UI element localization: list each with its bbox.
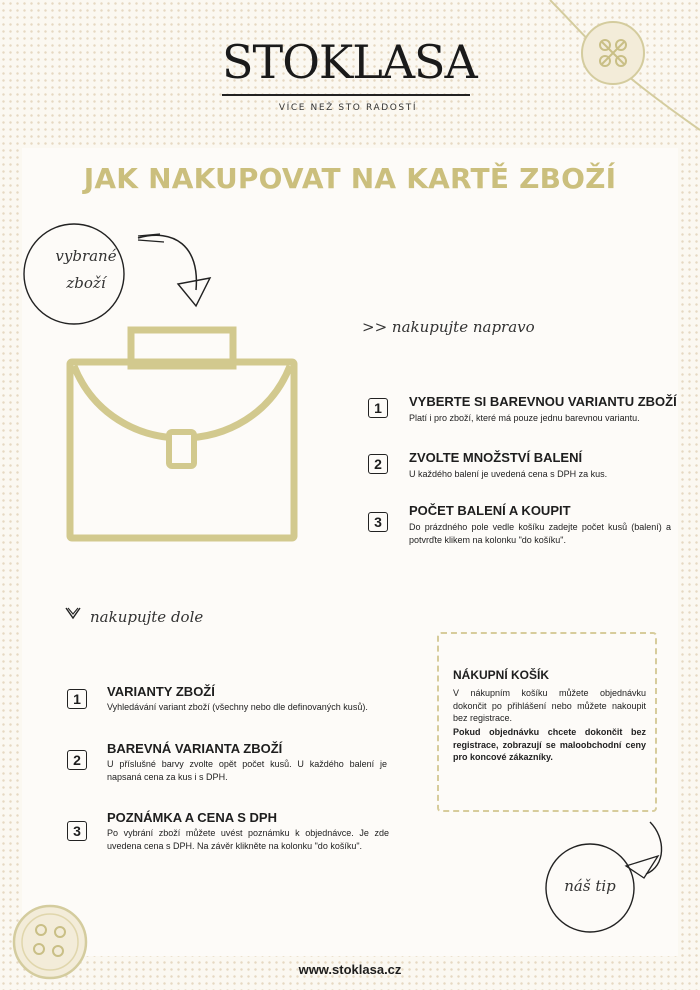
brand-logo: STOKLASA bbox=[222, 35, 477, 89]
step-description: Do prázdného pole vedle košíku zadejte počet kusů (balení) a potvrďte klikem na kolonku "do košíku". bbox=[409, 522, 671, 545]
step-title: VYBERTE SI BAREVNOU VARIANTU ZBOŽÍ bbox=[409, 394, 677, 409]
step-number: 2 bbox=[368, 454, 388, 474]
step-number: 1 bbox=[368, 398, 388, 418]
bottom-section-heading: nakupujte dole bbox=[90, 608, 204, 626]
badge-line1: vybrané bbox=[55, 247, 117, 265]
step-description: U každého balení je uvedená cena s DPH za kus. bbox=[409, 469, 608, 479]
step-number: 1 bbox=[67, 689, 87, 709]
step-title: ZVOLTE MNOŽSTVÍ BALENÍ bbox=[409, 450, 583, 465]
chevron-down-icon bbox=[64, 606, 82, 622]
step-number: 3 bbox=[368, 512, 388, 532]
right-section-heading: >> nakupujte napravo bbox=[362, 318, 535, 336]
step-description: Po vybrání zboží můžete uvést poznámku k objednávce. Je zde uvedena cena s DPH. Na závěr klikněte na kolonku "do košíku". bbox=[107, 828, 389, 851]
step-description: Platí i pro zboží, které má pouze jednu barevnou variantu. bbox=[409, 413, 640, 423]
step-number: 2 bbox=[67, 750, 87, 770]
brand-tagline: VÍCE NEŽ STO RADOSTÍ bbox=[278, 103, 418, 113]
bag-illustration bbox=[62, 322, 304, 548]
step-description: U příslušné barvy zvolte opět počet kusů. U každého balení je napsaná cena za kus i s DPH. bbox=[107, 759, 387, 782]
curved-arrow-icon bbox=[134, 228, 216, 312]
step-description: Vyhledávání variant zboží (všechny nebo dle definovaných kusů). bbox=[107, 702, 368, 712]
step-number: 3 bbox=[67, 821, 87, 841]
tip-title: NÁKUPNÍ KOŠÍK bbox=[453, 668, 550, 682]
step-title: BAREVNÁ VARIANTA ZBOŽÍ bbox=[107, 741, 283, 756]
tip-paragraph: V nákupním košíku můžete objednávku dokončit po přihlášení nebo můžete nakoupit bez registrace. bbox=[453, 688, 646, 723]
step-title: VARIANTY ZBOŽÍ bbox=[107, 684, 215, 699]
badge-line2: zboží bbox=[66, 274, 106, 292]
step-title: POČET BALENÍ A KOUPIT bbox=[409, 503, 571, 518]
tip-paragraph: Pokud objednávku chcete dokončit bez registrace, zobrazují se maloobchodní ceny pro koncové zákazníky. bbox=[453, 727, 646, 762]
logo-underline bbox=[222, 94, 470, 96]
page-title: JAK NAKUPOVAT NA KARTĚ ZBOŽÍ bbox=[83, 162, 617, 195]
tip-badge-label: náš tip bbox=[564, 877, 616, 895]
step-title: POZNÁMKA A CENA S DPH bbox=[107, 810, 277, 825]
button-icon bbox=[578, 18, 648, 88]
footer-url: www.stoklasa.cz bbox=[298, 962, 402, 977]
